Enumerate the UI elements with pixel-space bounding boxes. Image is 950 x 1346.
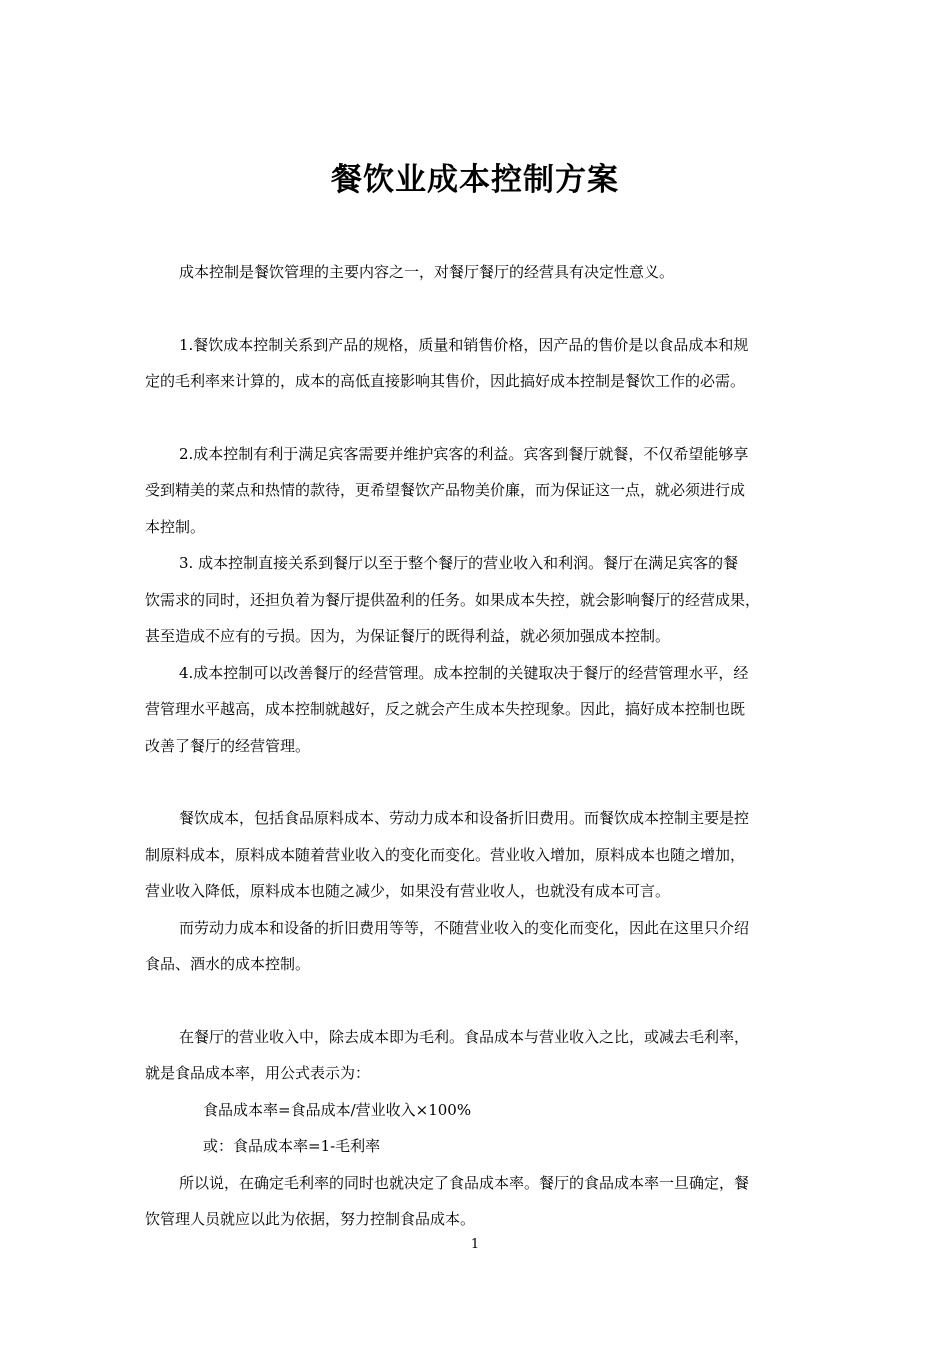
labor-paragraph — [145, 910, 811, 983]
formula-alternative: 或：食品成本率=1-毛利率 — [203, 1137, 381, 1155]
point-2-line-3: 本控制。 — [145, 517, 206, 536]
page-number: 1 — [470, 1237, 480, 1252]
point-3-line-1: 3. 成本控制直接关系到餐厅以至于整个餐厅的营业收入和利润。餐厅在满足宾客的餐 — [179, 554, 739, 572]
margin-paragraph — [145, 1019, 811, 1092]
cost-paragraph — [145, 800, 811, 910]
paragraph-spacer — [145, 983, 811, 1019]
margin-line-1: 在餐厅的营业收入中，除去成本即为毛利。食品成本与营业收入之比，或减去毛利率， — [179, 1027, 750, 1046]
point-1-paragraph — [145, 327, 811, 400]
paragraph-spacer — [145, 291, 811, 327]
paragraph-spacer — [145, 764, 811, 800]
labor-line-1: 而劳动力成本和设备的折旧费用等等，不随营业收入的变化而变化，因此在这里只介绍 — [179, 918, 750, 937]
document-body — [145, 254, 811, 1238]
point-4-paragraph — [145, 655, 811, 765]
formula-food-cost-rate: 食品成本率=食品成本/营业收入×100% — [203, 1100, 472, 1119]
point-4-line-3: 改善了餐厅的经营管理。 — [145, 736, 311, 755]
conclusion-paragraph — [145, 1165, 811, 1238]
labor-line-2: 食品、酒水的成本控制。 — [145, 955, 311, 973]
cost-line-3: 营业收入降低，原料成本也随之减少，如果没有营业收人，也就没有成本可言。 — [145, 882, 671, 900]
paragraph-spacer — [145, 400, 811, 436]
point-1-line-1: 1.餐饮成本控制关系到产品的规格，质量和销售价格，因产品的售价是以食品成本和规 — [179, 335, 749, 354]
document-title: 餐饮业成本控制方案 — [331, 162, 619, 198]
point-3-line-2: 饮需求的同时，还担负着为餐厅提供盈利的任务。如果成本失控，就会影响餐厅的经营成果， — [145, 590, 761, 609]
cost-line-1: 餐饮成本，包括食品原料成本、劳动力成本和设备折旧费用。而餐饮成本控制主要是控 — [179, 809, 750, 827]
conclusion-line-2: 饮管理人员就应以此为依据，努力控制食品成本。 — [145, 1210, 476, 1228]
point-3-paragraph — [145, 545, 811, 655]
point-2-paragraph — [145, 436, 811, 546]
point-4-line-2: 营管理水平越高，成本控制就越好，反之就会产生成本失控现象。因此，搞好成本控制也既 — [145, 700, 746, 718]
point-2-line-2: 受到精美的菜点和热情的款待，更希望餐饮产品物美价廉，而为保证这一点，就必须进行成 — [145, 481, 746, 499]
conclusion-line-1: 所以说，在确定毛利率的同时也就决定了食品成本率。餐厅的食品成本率一旦确定，餐 — [179, 1173, 750, 1192]
point-3-line-3: 甚至造成不应有的亏损。因为，为保证餐厅的既得利益，就必须加强成本控制。 — [145, 627, 671, 645]
intro-paragraph: 成本控制是餐饮管理的主要内容之一，对餐厅餐厅的经营具有决定性意义。 — [179, 263, 675, 281]
point-2-line-1: 2.成本控制有利于满足宾客需要并维护宾客的利益。宾客到餐厅就餐，不仅希望能够享 — [179, 444, 749, 463]
point-1-line-2: 定的毛利率来计算的，成本的高低直接影响其售价，因此搞好成本控制是餐饮工作的必需。 — [145, 372, 746, 390]
margin-line-2: 就是食品成本率，用公式表示为： — [145, 1064, 371, 1082]
cost-line-2: 制原料成本，原料成本随着营业收入的变化而变化。营业收入增加，原料成本也随之增加， — [145, 845, 746, 864]
point-4-line-1: 4.成本控制可以改善餐厅的经营管理。成本控制的关键取决于餐厅的经营管理水平，经 — [179, 663, 749, 682]
